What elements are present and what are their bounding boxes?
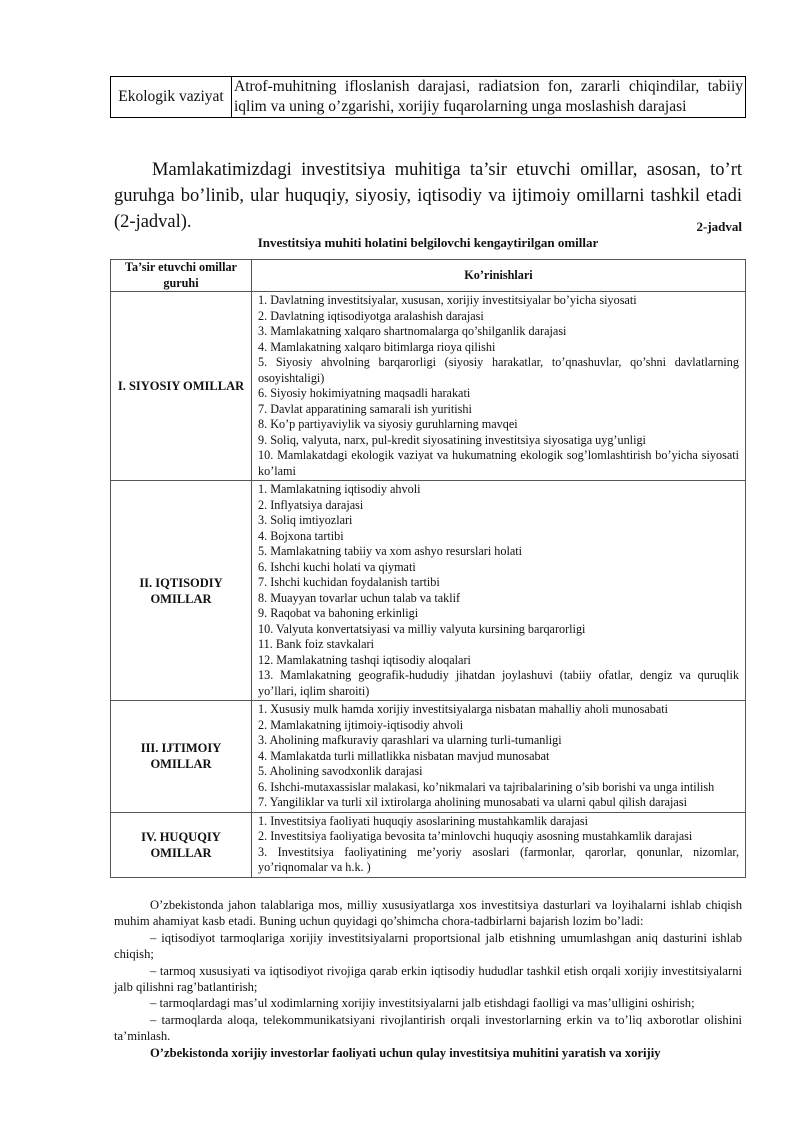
group-items xyxy=(252,701,746,813)
list-item: 1. Davlatning investitsiyalar, xususan, xorijiy investitsiyalar bo’yicha siyosati xyxy=(258,293,637,307)
list-item: 4. Mamlakatning xalqaro bitimlarga rioya qilishi xyxy=(258,339,496,354)
ecology-label: Ekologik vaziyat xyxy=(111,77,232,118)
list-item: 10. Mamlakatdagi ekologik vaziyat va hukumatning ekologik sog’lomlashtirish bo’yicha siyosati ko’lami xyxy=(258,448,739,478)
list-item: 8. Ko’p partiyaviylik va siyosiy guruhlarning mavqei xyxy=(258,417,518,431)
list-item: 5. Siyosiy ahvolning barqarorligi (siyosiy harakatlar, to’qnashuvlar, qo’shni davlatlarning osoyishtaligi) xyxy=(258,355,739,385)
ecology-description: Atrof-muhitning ifloslanish darajasi, radiatsion fon, zararli chiqindilar, tabiiy iqlim va uning o’zgarishi, xorijiy fuqarolarning unga moslashish darajasi xyxy=(232,77,746,118)
list-item: 3. Soliq imtiyozlari xyxy=(258,513,353,527)
list-item: 6. Siyosiy hokimiyatning maqsadli harakati xyxy=(258,386,471,400)
group-name: I. SIYOSIY OMILLAR xyxy=(111,292,252,481)
group-name: IV. HUQUQIY OMILLAR xyxy=(111,812,252,877)
list-item: 2. Mamlakatning ijtimoiy-iqtisodiy ahvoli xyxy=(258,717,464,732)
table-row xyxy=(111,481,746,701)
list-item: 9. Raqobat va bahoning erkinligi xyxy=(258,606,419,620)
list-item: 11. Bank foiz stavkalari xyxy=(258,637,374,651)
list-item: 6. Ishchi-mutaxassislar malakasi, ko’nikmalari va tajribalarining o’sib borishi va unga intilish xyxy=(258,779,715,794)
table-row xyxy=(111,77,746,118)
group-items xyxy=(252,812,746,877)
list-item: 1. Investitsiya faoliyati huquqiy asoslarining mustahkamlik darajasi xyxy=(258,813,589,828)
paragraph: – tarmoqlardagi mas’ul xodimlarning xorijiy investitsiyalarni jalb etishdagi faolligi va mas’ulligini oshirish; xyxy=(150,996,695,1011)
paragraph: – tarmoqlarda aloqa, telekommunikatsiyani rivojlantirish orqali investorlarning erkin va to’liq axborotlar olishini ta’minlash. xyxy=(114,1012,742,1044)
table-title: Investitsiya muhiti holatini belgilovchi kengaytirilgan omillar xyxy=(257,235,599,250)
intro-paragraph: Mamlakatimizdagi investitsiya muhitiga ta’sir etuvchi omillar, asosan, to’rt guruhga bo’linib, ular huquqiy, siyosiy, iqtisodiy va ijtimoiy omillarni tashkil etadi (2-jadval). xyxy=(114,160,742,232)
table-row xyxy=(111,701,746,813)
list-item: 1. Xususiy mulk hamda xorijiy investitsiyalarga nisbatan mahalliy aholi munosabati xyxy=(258,702,669,716)
table-header-row xyxy=(111,260,746,292)
factors-table xyxy=(110,259,746,878)
list-item: 10. Valyuta konvertatsiyasi va milliy valyuta kursining barqarorligi xyxy=(258,621,586,636)
list-item: 1. Mamlakatning iqtisodiy ahvoli xyxy=(258,482,421,496)
list-item: 7. Yangiliklar va turli xil ixtirolarga aholining munosabati va ularni qabul qilish darajasi xyxy=(258,795,687,809)
list-item: 9. Soliq, valyuta, narx, pul-kredit siyosatining investitsiya siyosatiga uyg’unligi xyxy=(258,432,646,447)
list-item: 8. Muayyan tovarlar uchun talab va taklif xyxy=(258,590,461,605)
list-item: 2. Inflyatsiya darajasi xyxy=(258,497,364,512)
table-number: 2-jadval xyxy=(696,219,742,234)
list-item: 3. Aholining mafkuraviy qarashlari va ularning turli-tumanligi xyxy=(258,733,562,747)
bottom-text xyxy=(114,897,742,1061)
paragraph: – tarmoq xususiyati va iqtisodiyot rivojiga qarab erkin iqtisodiy hududlar tashkil etish orqali xorijiy investitsiyalarni jalb qilishni rag’batlantirish; xyxy=(114,963,742,995)
table-row xyxy=(111,812,746,877)
ecology-table xyxy=(110,76,746,118)
list-item: 5. Mamlakatning tabiiy va xom ashyo resurslari holati xyxy=(258,544,523,558)
list-item: 3. Mamlakatning xalqaro shartnomalarga qo’shilganlik darajasi xyxy=(258,324,567,338)
list-item: 4. Bojxona tartibi xyxy=(258,528,344,543)
list-item: 2. Davlatning iqtisodiyotga aralashish darajasi xyxy=(258,308,484,323)
header-manifestations: Ko’rinishlari xyxy=(252,260,746,292)
header-group: Ta’sir etuvchi omillar guruhi xyxy=(111,260,252,292)
list-item: 2. Investitsiya faoliyatiga bevosita ta’minlovchi huquqiy asosning mustahkamlik darajasi xyxy=(258,829,693,843)
group-items xyxy=(252,292,746,481)
paragraph: – iqtisodiyot tarmoqlariga xorijiy investitsiyalarni proportsional jalb etishning umumlashgan aniq dasturini ishlab chiqish; xyxy=(114,930,742,962)
list-item: 5. Aholining savodxonlik darajasi xyxy=(258,764,423,778)
list-item: 7. Ishchi kuchidan foydalanish tartibi xyxy=(258,575,440,589)
list-item: 6. Ishchi kuchi holati va qiymati xyxy=(258,559,416,574)
list-item: 12. Mamlakatning tashqi iqtisodiy aloqalari xyxy=(258,652,471,667)
bold-paragraph: O’zbekistonda xorijiy investorlar faoliyati uchun qulay investitsiya muhitini yaratish va xorijiy xyxy=(150,1045,661,1060)
list-item: 3. Investitsiya faoliyatining me’yoriy asoslari (farmonlar, qarorlar, qonunlar, nizomlar, yo’riqnomalar va h.k. ) xyxy=(258,844,739,874)
table-row xyxy=(111,292,746,481)
list-item: 7. Davlat apparatining samarali ish yuritishi xyxy=(258,401,472,416)
paragraph: O’zbekistonda jahon talablariga mos, milliy xususiyatlarga xos investitsiya dasturlari va loyihalarni ishlab chiqish muhim ahamiyat kasb etadi. Buning uchun quyidagi qo’shimcha chora-tadbirlarni bajarish lozim bo’ladi: xyxy=(114,898,742,929)
list-item: 4. Mamlakatda turli millatlikka nisbatan mavjud munosabat xyxy=(258,748,550,763)
list-item: 13. Mamlakatning geografik-hududiy jihatdan joylashuvi (tabiiy ofatlar, dengiz va quruqlik yo’llari, iqlim sharoiti) xyxy=(258,668,739,698)
group-name: III. IJTIMOIY OMILLAR xyxy=(111,701,252,813)
group-name: II. IQTISODIY OMILLAR xyxy=(111,481,252,701)
group-items xyxy=(252,481,746,701)
